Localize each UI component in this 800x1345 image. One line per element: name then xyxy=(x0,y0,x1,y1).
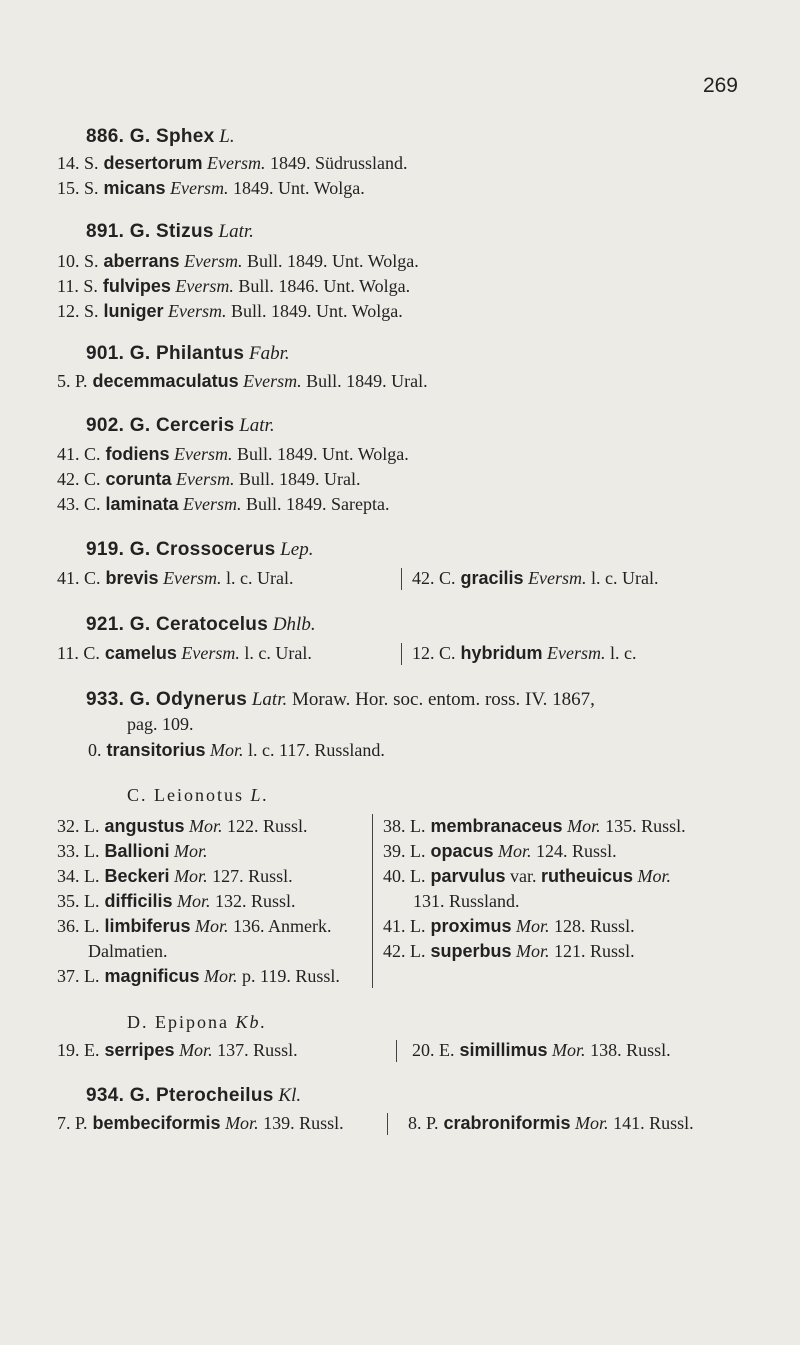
species-entry: 20. E. simillimus Mor. 138. Russl. xyxy=(412,1040,671,1060)
species-entry: 42. C. gracilis Eversm. l. c. Ural. xyxy=(412,568,659,588)
species-entry: 42. C. corunta Eversm. Bull. 1849. Ural. xyxy=(57,469,361,489)
entry-continuation: 131. Russland. xyxy=(413,891,520,911)
species-entry: 41. C. brevis Eversm. l. c. Ural. xyxy=(57,568,294,588)
species-entry: 41. C. fodiens Eversm. Bull. 1849. Unt. Wolga. xyxy=(57,444,409,464)
genus-heading-crossocerus: 919. G. Crossocerus Lep. xyxy=(86,539,314,560)
species-entry: 38. L. membranaceus Mor. 135. Russl. xyxy=(383,816,686,836)
species-entry: 12. C. hybridum Eversm. l. c. xyxy=(412,643,637,663)
species-entry: 11. C. camelus Eversm. l. c. Ural. xyxy=(57,643,312,663)
species-entry: 34. L. Beckeri Mor. 127. Russl. xyxy=(57,866,293,886)
species-entry: 12. S. luniger Eversm. Bull. 1849. Unt. Wolga. xyxy=(57,301,403,321)
column-divider xyxy=(401,568,402,590)
species-entry: 41. L. proximus Mor. 128. Russl. xyxy=(383,916,635,936)
species-entry: 33. L. Ballioni Mor. xyxy=(57,841,208,861)
genus-heading-cerceris: 902. G. Cerceris Latr. xyxy=(86,415,275,436)
species-entry: 14. S. desertorum Eversm. 1849. Südrussland. xyxy=(57,153,408,173)
genus-heading-odynerus: 933. G. Odynerus Latr. Moraw. Hor. soc. entom. ross. IV. 1867, xyxy=(86,689,595,710)
genus-heading-philantus: 901. G. Philantus Fabr. xyxy=(86,343,290,364)
column-divider xyxy=(396,1040,397,1062)
genus-heading-ceratocelus: 921. G. Ceratocelus Dhlb. xyxy=(86,614,316,635)
genus-heading-stizus: 891. G. Stizus Latr. xyxy=(86,221,254,242)
species-entry: 40. L. parvulus var. rutheuicus Mor. xyxy=(383,866,672,886)
species-entry: 0. transitorius Mor. l. c. 117. Russland. xyxy=(88,740,385,760)
species-entry: 36. L. limbiferus Mor. 136. Anmerk. xyxy=(57,916,332,936)
species-entry: 11. S. fulvipes Eversm. Bull. 1846. Unt. Wolga. xyxy=(57,276,411,296)
species-entry: 8. P. crabroniformis Mor. 141. Russl. xyxy=(408,1113,694,1133)
subgenus-heading-epipona: D. Epipona Kb. xyxy=(127,1012,267,1032)
species-entry: 37. L. magnificus Mor. p. 119. Russl. xyxy=(57,966,340,986)
reference-continuation: pag. 109. xyxy=(127,714,194,734)
species-entry: 39. L. opacus Mor. 124. Russl. xyxy=(383,841,617,861)
subgenus-heading-leionotus: C. Leionotus L. xyxy=(127,785,270,805)
species-entry: 15. S. micans Eversm. 1849. Unt. Wolga. xyxy=(57,178,365,198)
page-number: 269 xyxy=(702,74,738,97)
column-divider xyxy=(387,1113,388,1135)
species-entry: 32. L. angustus Mor. 122. Russl. xyxy=(57,816,308,836)
entry-continuation: Dalmatien. xyxy=(88,941,168,961)
species-entry: 7. P. bembeciformis Mor. 139. Russl. xyxy=(57,1113,344,1133)
column-divider xyxy=(401,643,402,665)
species-entry: 35. L. difficilis Mor. 132. Russl. xyxy=(57,891,296,911)
species-entry: 5. P. decemmaculatus Eversm. Bull. 1849. Ural. xyxy=(57,371,428,391)
species-entry: 42. L. superbus Mor. 121. Russl. xyxy=(383,941,635,961)
genus-heading-sphex: 886. G. Sphex L. xyxy=(86,126,235,147)
genus-heading-pterocheilus: 934. G. Pterocheilus Kl. xyxy=(86,1085,302,1106)
species-entry: 43. C. laminata Eversm. Bull. 1849. Sarepta. xyxy=(57,494,390,514)
species-entry: 19. E. serripes Mor. 137. Russl. xyxy=(57,1040,298,1060)
column-divider xyxy=(372,814,373,988)
species-entry: 10. S. aberrans Eversm. Bull. 1849. Unt. Wolga. xyxy=(57,251,419,271)
